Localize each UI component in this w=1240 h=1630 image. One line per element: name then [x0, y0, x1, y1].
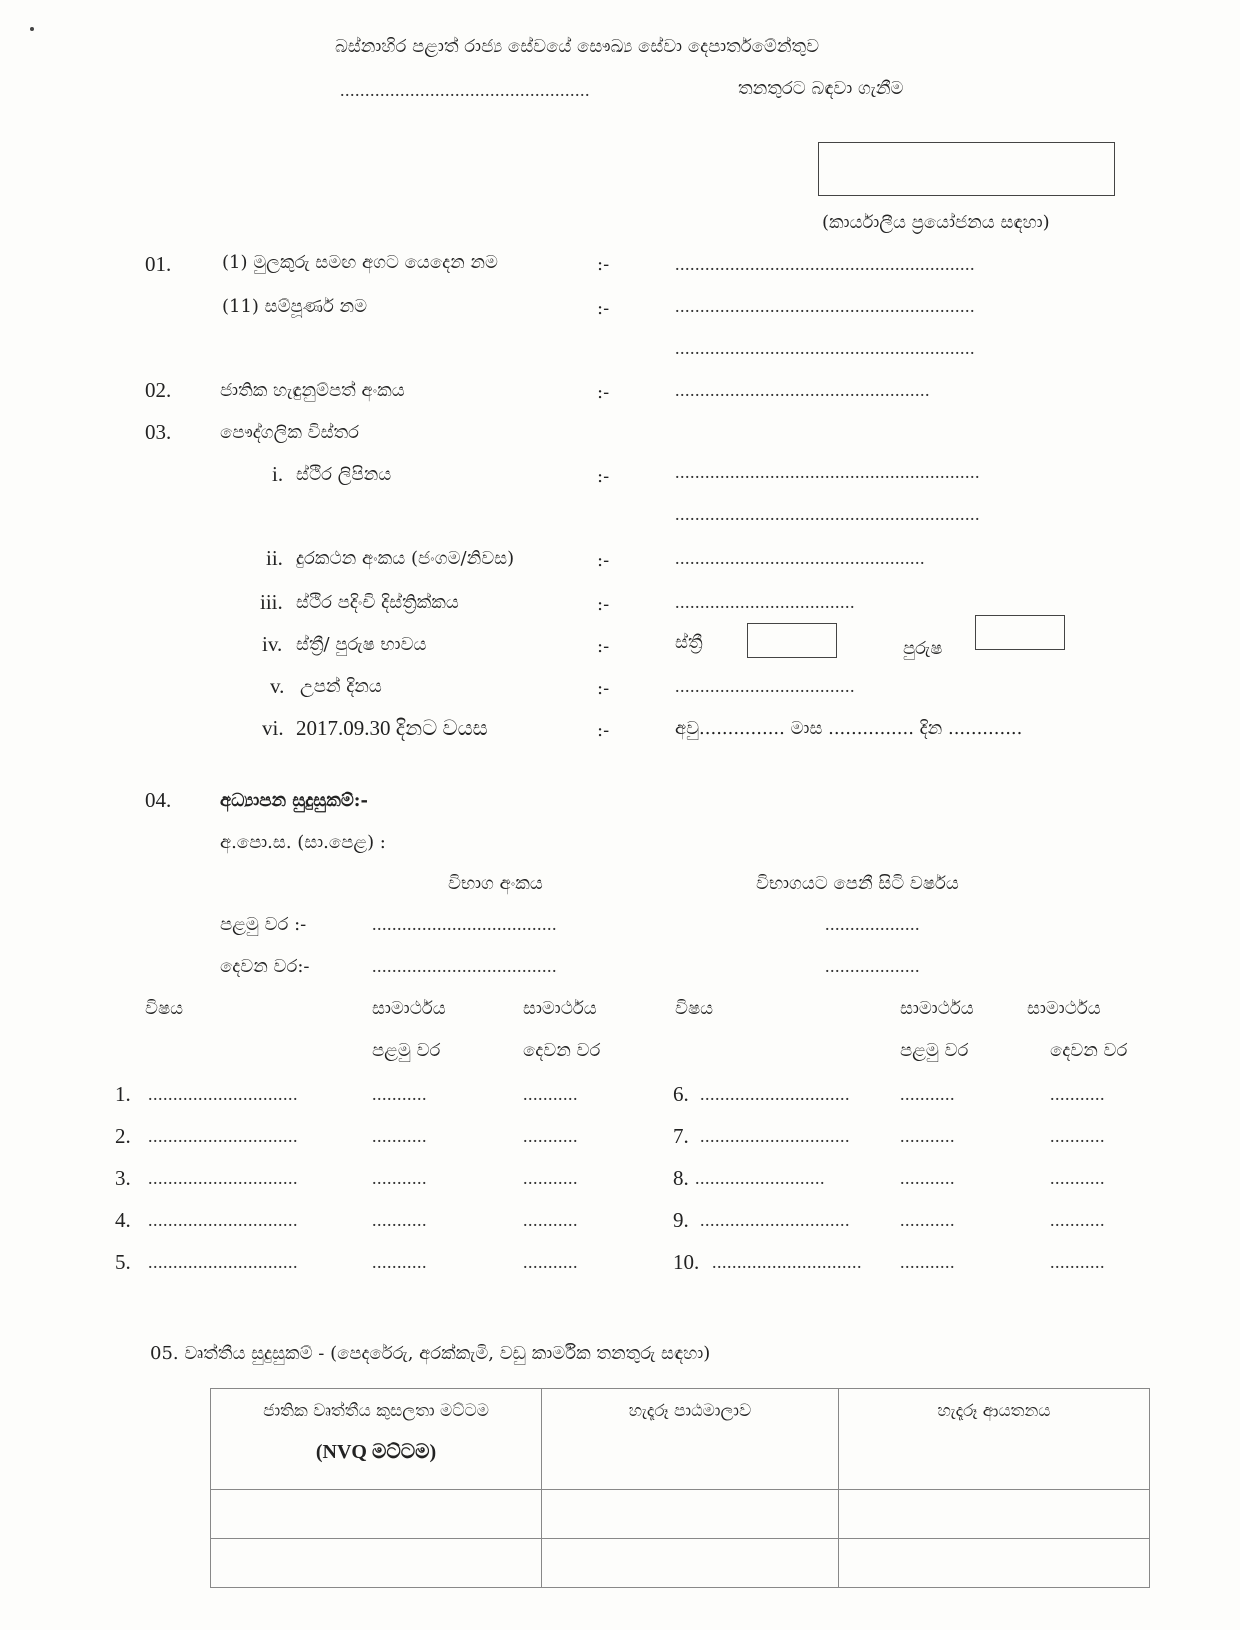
grade-first-field[interactable]: ........... [900, 1252, 955, 1272]
exam-number-header: විභාග අංකය [448, 873, 543, 894]
grade-second-field[interactable]: ........... [1050, 1210, 1105, 1230]
roman-i: i. [272, 462, 284, 486]
grade-header-left-2: සාමාර්ථය [523, 998, 597, 1019]
address-field-line2[interactable]: ............................................................. [675, 504, 980, 524]
nvq-cell[interactable] [211, 1490, 542, 1539]
nvq-cell[interactable] [211, 1539, 542, 1588]
name-with-initials-field[interactable]: ............................................................ [675, 254, 975, 274]
subject-field[interactable]: .............................. [712, 1252, 862, 1272]
subject-field[interactable]: .............................. [148, 1168, 298, 1188]
exam-year-header: විභාගයට පෙනී සිටි වර්ෂය [756, 873, 959, 894]
subject-row-number: 9. [673, 1208, 689, 1232]
grade-header-right-2: සාමාර්ථය [1027, 998, 1101, 1019]
age-field[interactable]: අවු............... මාස ............... දින ............. [675, 718, 1023, 739]
second-exam-year-field[interactable]: ................... [825, 956, 920, 976]
roman-iv: iv. [262, 632, 283, 656]
phone-label: දුරකථන අංකය (ජංගම/නිවස) [296, 548, 515, 569]
table-row [211, 1539, 1150, 1588]
grade-second-field[interactable]: ........... [1050, 1168, 1105, 1188]
full-name-field-line1[interactable]: ............................................................ [675, 296, 975, 316]
subject-field[interactable]: .............................. [700, 1126, 850, 1146]
grade-first-field[interactable]: ........... [900, 1210, 955, 1230]
first-attempt-header-left: පළමු වර [372, 1040, 441, 1061]
dob-field[interactable]: .................................... [675, 676, 855, 696]
subject-field[interactable]: .......................... [695, 1168, 825, 1188]
grade-header-right-1: සාමාර්ථය [900, 998, 974, 1019]
institute-header [839, 1389, 1150, 1490]
subject-row-number: 7. [673, 1124, 689, 1148]
ol-label: අ.පො.ස. (සා.පෙළ) : [220, 832, 386, 853]
phone-field[interactable]: .................................................. [675, 548, 925, 568]
name-with-initials-label: (1) මුලකුරු සමඟ අගට යෙදෙන නම [222, 252, 498, 273]
colon: :- [597, 254, 610, 275]
grade-first-field[interactable]: ........... [372, 1252, 427, 1272]
dob-label: උපන් දිනය [300, 676, 382, 697]
second-attempt-header-right: දෙවන වර [1050, 1040, 1128, 1061]
colon: :- [597, 594, 610, 615]
roman-ii: ii. [266, 546, 283, 570]
second-attempt-label: දෙවන වර:- [220, 956, 310, 977]
table-row [211, 1490, 1150, 1539]
colon: :- [597, 678, 610, 699]
vocational-table [210, 1388, 1150, 1588]
grade-first-field[interactable]: ........... [372, 1084, 427, 1104]
q01-number: 01. [145, 252, 172, 276]
office-use-label: (කාර්යාලීය ප්‍රයෝජනය සඳහා) [822, 212, 1050, 233]
full-name-label: (11) සම්පූර්ණ නම [222, 296, 368, 317]
first-exam-number-field[interactable]: ..................................... [372, 914, 557, 934]
grade-first-field[interactable]: ........... [900, 1126, 955, 1146]
first-exam-year-field[interactable]: ................... [825, 914, 920, 934]
male-checkbox[interactable] [975, 615, 1065, 650]
first-attempt-header-right: පළමු වර [900, 1040, 969, 1061]
nvq-header-label: ජාතික වෘත්තීය කුසලතා මට්ටම [263, 1401, 489, 1421]
subject-field[interactable]: .............................. [148, 1084, 298, 1104]
nvq-header-sub: (NVQ මට්ටම) [315, 1441, 437, 1463]
vocational-label: 05. වෘත්තීය සුදුසුකම් - (පෙදරේරු, අරක්කැමි, වඩු කාර්මික තනතුරු සඳහා) [150, 1343, 711, 1364]
page-title: බස්නාහිර පළාත් රාජ්‍ය සේවයේ සෞඛ්‍ය සේවා දෙපාර්තමේන්තුව [335, 36, 820, 57]
course-header [542, 1389, 839, 1490]
second-exam-number-field[interactable]: ..................................... [372, 956, 557, 976]
colon: :- [597, 466, 610, 487]
grade-first-field[interactable]: ........... [372, 1126, 427, 1146]
nic-label: ජාතික හැඳුනුම්පත් අංකය [220, 380, 405, 401]
roman-iii: iii. [260, 590, 283, 614]
district-label: ස්ථිර පදිංචි දිස්ත්‍රික්කය [296, 592, 459, 613]
subject-row-number: 10. [673, 1250, 700, 1274]
grade-second-field[interactable]: ........... [1050, 1126, 1105, 1146]
age-label: 2017.09.30 දිනට වයස [296, 716, 488, 740]
grade-second-field[interactable]: ........... [1050, 1252, 1105, 1272]
subject-field[interactable]: .............................. [148, 1252, 298, 1272]
grade-second-field[interactable]: ........... [523, 1210, 578, 1230]
institute-cell[interactable] [839, 1539, 1150, 1588]
colon: :- [597, 720, 610, 741]
second-attempt-header-left: දෙවන වර [523, 1040, 601, 1061]
subject-row-number: 8. [673, 1166, 689, 1190]
subject-row-number: 2. [115, 1124, 131, 1148]
course-cell[interactable] [542, 1490, 839, 1539]
q03-number: 03. [145, 420, 172, 444]
permanent-address-label: ස්ථිර ලිපිනය [296, 464, 392, 485]
page-subtitle: තනතුරට බඳවා ගැනීම [738, 78, 904, 99]
institute-cell[interactable] [839, 1490, 1150, 1539]
grade-first-field[interactable]: ........... [900, 1084, 955, 1104]
subject-field[interactable]: .............................. [700, 1210, 850, 1230]
colon: :- [597, 636, 610, 657]
q02-number: 02. [145, 378, 172, 402]
grade-second-field[interactable]: ........... [523, 1084, 578, 1104]
subject-field[interactable]: .............................. [700, 1084, 850, 1104]
subject-row-number: 5. [115, 1250, 131, 1274]
colon: :- [597, 382, 610, 403]
subject-field[interactable]: .............................. [148, 1126, 298, 1146]
district-field[interactable]: .................................... [675, 592, 855, 612]
subject-field[interactable]: .............................. [148, 1210, 298, 1230]
education-label: අධ්‍යාපන සුදුසුකම්:- [220, 790, 368, 811]
grade-second-field[interactable]: ........... [523, 1168, 578, 1188]
grade-first-field[interactable]: ........... [900, 1168, 955, 1188]
q04-number: 04. [145, 788, 172, 812]
subject-header-right: විෂය [675, 998, 714, 1019]
subject-row-number: 3. [115, 1166, 131, 1190]
gender-label: ස්ත්‍රී/ පුරුෂ භාවය [296, 634, 427, 655]
roman-v: v. [270, 674, 285, 698]
subject-header-left: විෂය [145, 998, 184, 1019]
nvq-header [211, 1389, 542, 1490]
subject-row-number: 6. [673, 1082, 689, 1106]
institute-header-label: හැදෑරූ ආයතනය [937, 1401, 1051, 1421]
grade-first-field[interactable]: ........... [372, 1168, 427, 1188]
scan-speck [30, 27, 34, 31]
grade-second-field[interactable]: ........... [523, 1126, 578, 1146]
colon: :- [597, 550, 610, 571]
female-checkbox[interactable] [747, 623, 837, 658]
course-header-label: හැදෑරූ පාඨමාලාව [628, 1401, 752, 1421]
post-name-dots[interactable]: .................................................. [340, 80, 590, 100]
first-attempt-label: පළමු වර :- [220, 914, 307, 935]
nic-field[interactable]: ................................................... [675, 380, 930, 400]
subject-row-number: 1. [115, 1082, 131, 1106]
grade-second-field[interactable]: ........... [1050, 1084, 1105, 1104]
roman-vi: vi. [262, 716, 284, 740]
male-label: පුරුෂ [903, 638, 943, 659]
colon: :- [597, 298, 610, 319]
address-field-line1[interactable]: ............................................................. [675, 462, 980, 482]
full-name-field-line2[interactable]: ............................................................ [675, 338, 975, 358]
female-label: ස්ත්‍රී [675, 632, 703, 653]
subject-row-number: 4. [115, 1208, 131, 1232]
personal-details-label: පෞද්ගලික විස්තර [220, 422, 360, 443]
grade-second-field[interactable]: ........... [523, 1252, 578, 1272]
grade-header-left-1: සාමාර්ථය [372, 998, 446, 1019]
office-use-box [818, 142, 1115, 196]
course-cell[interactable] [542, 1539, 839, 1588]
grade-first-field[interactable]: ........... [372, 1210, 427, 1230]
